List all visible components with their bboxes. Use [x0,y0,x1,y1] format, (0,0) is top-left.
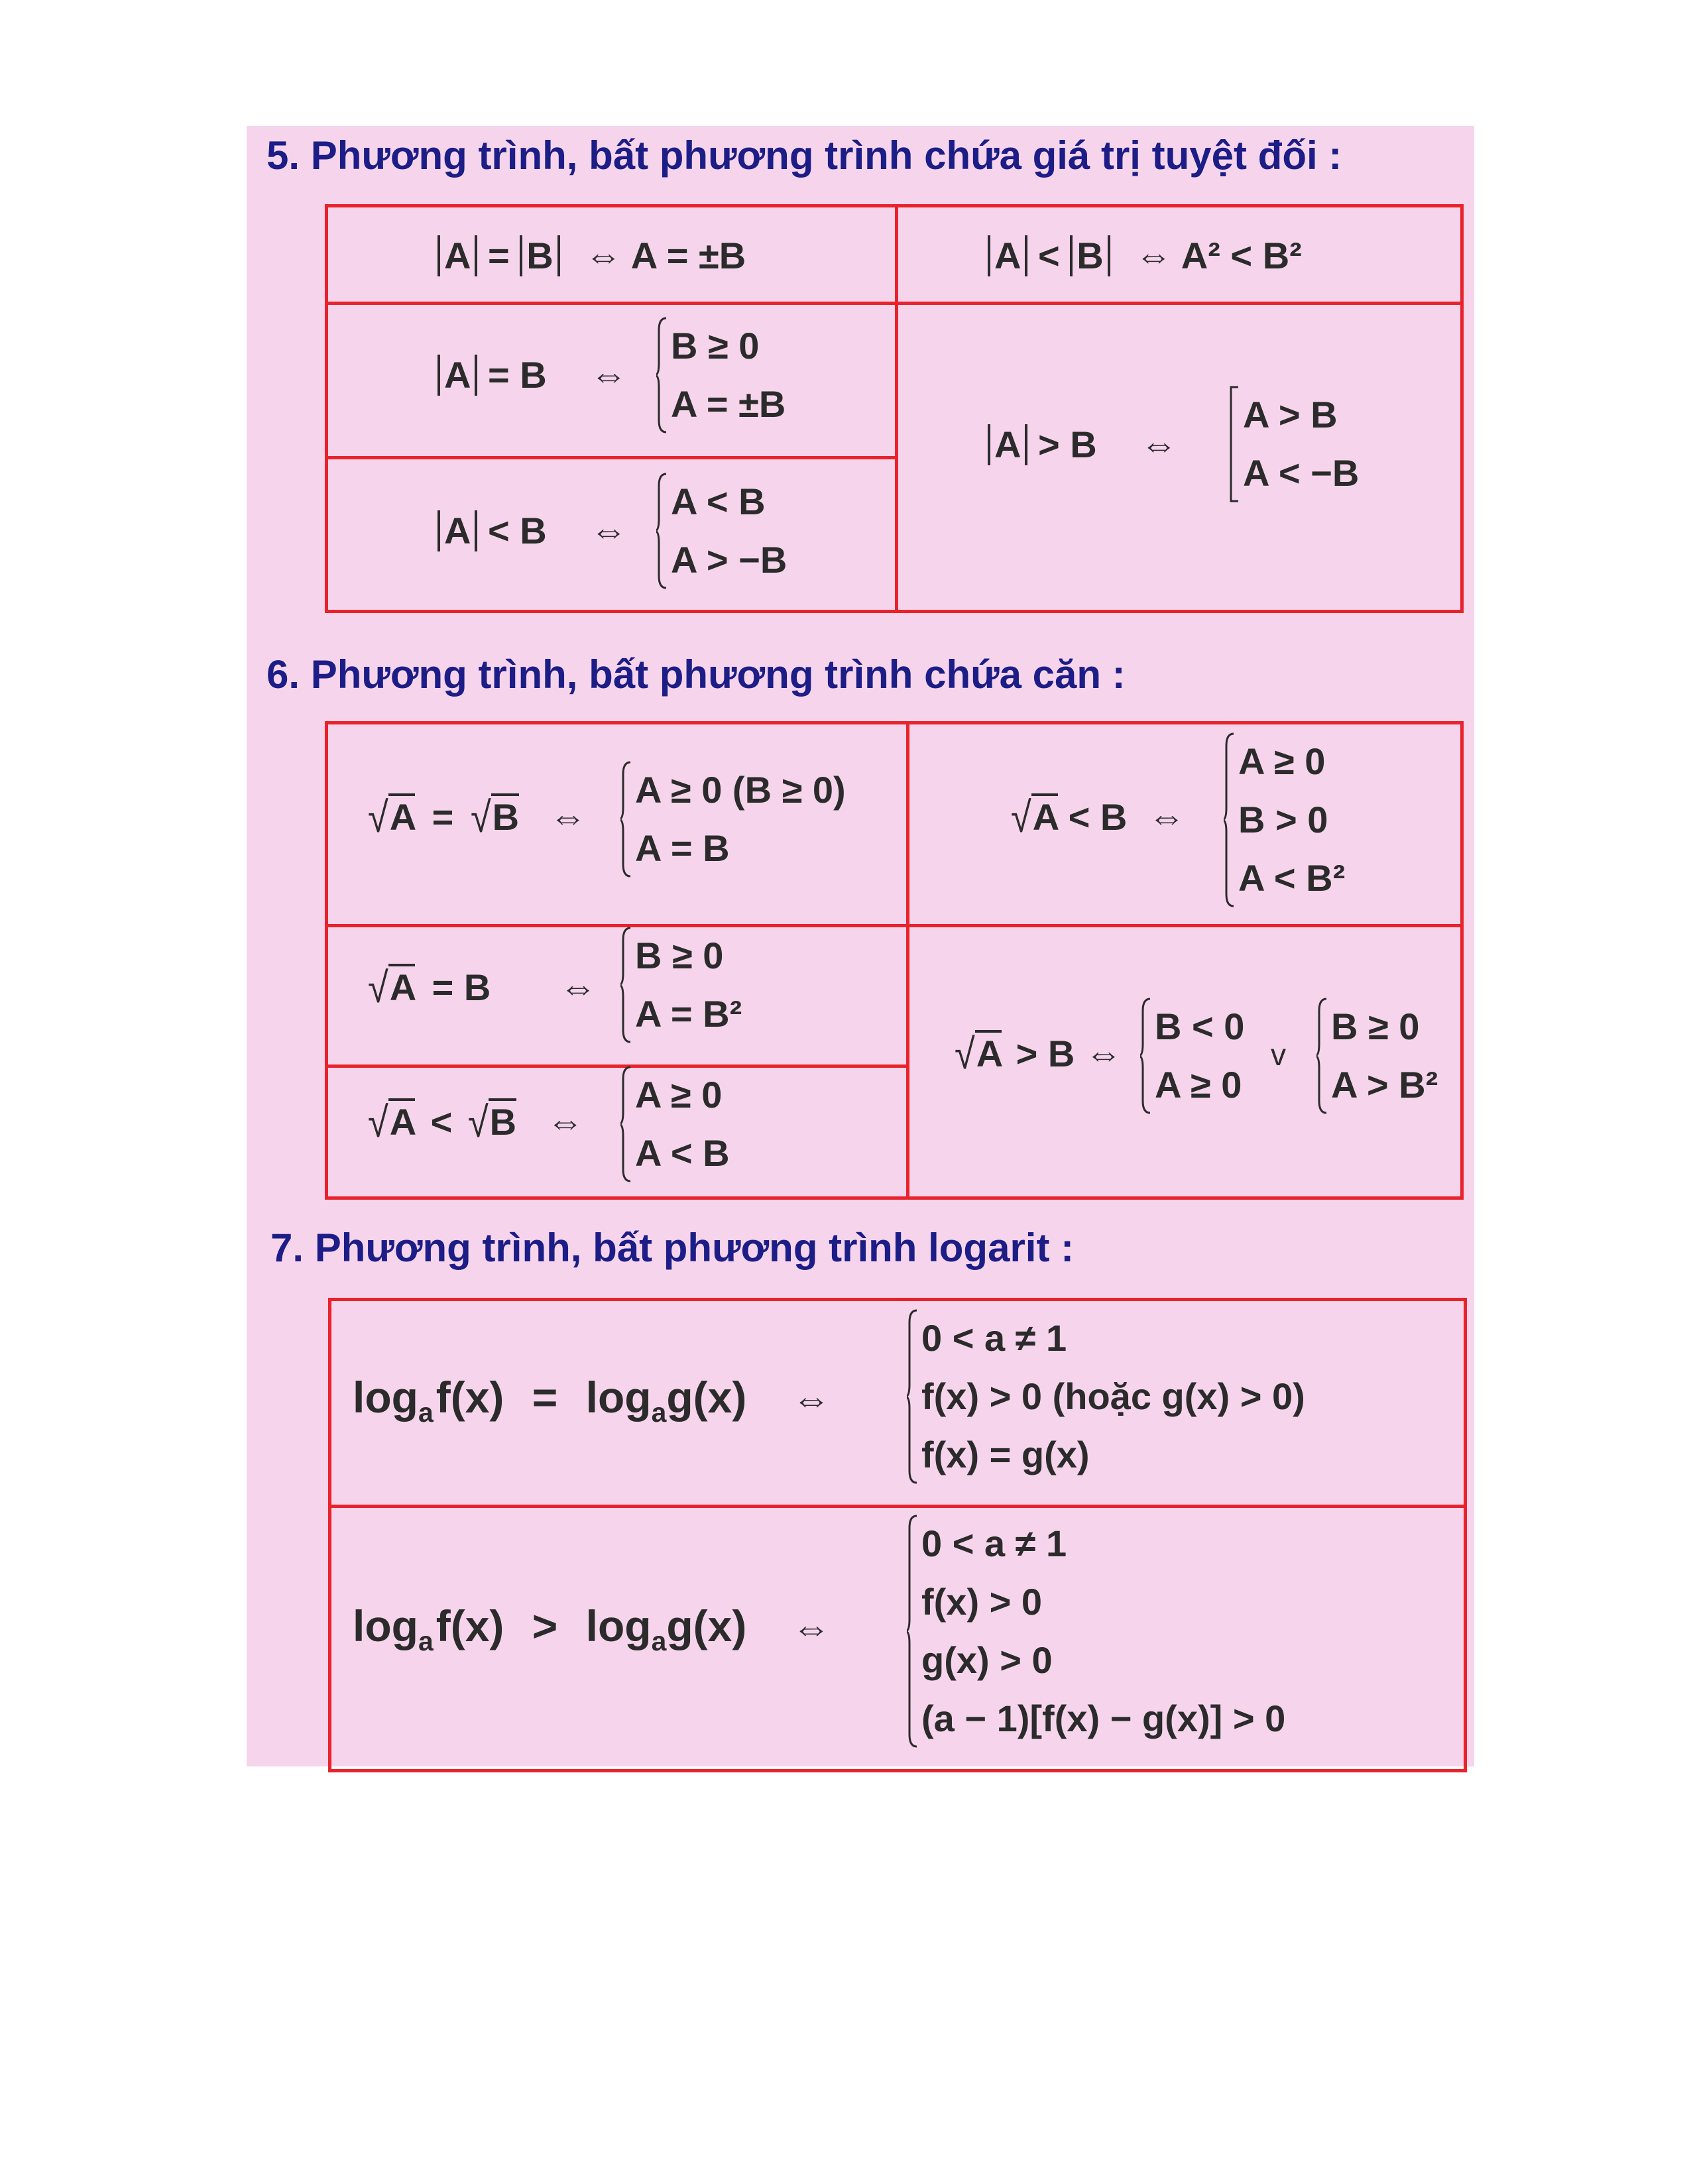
sqrt-gt-b-system-2: B ≥ 0 A > B² [1331,998,1438,1114]
abs-lt-b-system: A < B A > −B [671,473,787,589]
log-gt-lhs: $\log_af(x) > \log_ag(x)$ ⇔ [353,1601,831,1657]
log-gt-system: 0 < a ≠ 1 f(x) > 0 g(x) > 0 (a − 1)[f(x) − g(x)] > 0 [921,1515,1285,1748]
left-brace-icon [907,1515,917,1748]
sqrt-lt-sqrt-system: A ≥ 0 A < B [635,1066,730,1182]
log-eq-lhs: $\log_af(x) = \log_ag(x)$ ⇔ [353,1373,831,1428]
log-eq-system: 0 < a ≠ 1 f(x) > 0 (hoặc g(x) > 0) f(x) = g(x) [921,1309,1305,1484]
section-6-title: 6. Phương trình, bất phương trình chứa căn : [266,652,1126,697]
left-bracket-icon [1228,386,1239,502]
sqrt-eq-b-lhs: √A = B ⇔ [368,963,597,1011]
left-brace-icon [656,473,667,589]
sqrt-gt-b-system-1: B < 0 A ≥ 0 [1155,998,1244,1114]
sqrt-lt-b-lhs: √A < B ⇔ [1011,793,1185,841]
section-5-title: 5. Phương trình, bất phương trình chứa giá trị tuyệt đối : [266,133,1342,178]
sqrt-eq-sqrt-lhs: √A = √B ⇔ [368,793,587,841]
abs-lt-b-lhs: A < B ⇔ [437,510,627,551]
abs-eq-b-lhs: A = B ⇔ [437,355,627,396]
left-brace-icon [620,1066,631,1182]
left-brace-icon [620,761,631,878]
abs-eq-b-system: B ≥ 0 A = ±B [671,317,786,433]
sqrt-eq-sqrt-system: A ≥ 0 (B ≥ 0) A = B [635,761,846,878]
left-brace-icon [656,317,667,433]
or-symbol: v [1271,1037,1286,1072]
sqrt-lt-sqrt-lhs: √A < √B ⇔ [368,1098,584,1146]
sqrt-eq-b-system: B ≥ 0 A = B² [635,927,742,1043]
left-brace-icon [1140,998,1151,1114]
abs-gt-b-system: A > B A < −B [1243,386,1359,502]
left-brace-icon [1224,732,1234,907]
abs-lt-formula: A < B ⇔ A² < B² [988,235,1302,276]
abs-gt-b-lhs: A > B ⇔ [988,424,1177,465]
sqrt-lt-b-system: A ≥ 0 B > 0 A < B² [1238,732,1345,907]
left-brace-icon [907,1309,917,1484]
abs-eq-formula: A = B ⇔ A = ±B [437,235,746,276]
left-brace-icon [620,927,631,1043]
left-brace-icon [1316,998,1327,1114]
section-7-title: 7. Phương trình, bất phương trình logarit : [270,1226,1075,1270]
sqrt-gt-b-lhs: √A > B ⇔ [955,1029,1122,1078]
